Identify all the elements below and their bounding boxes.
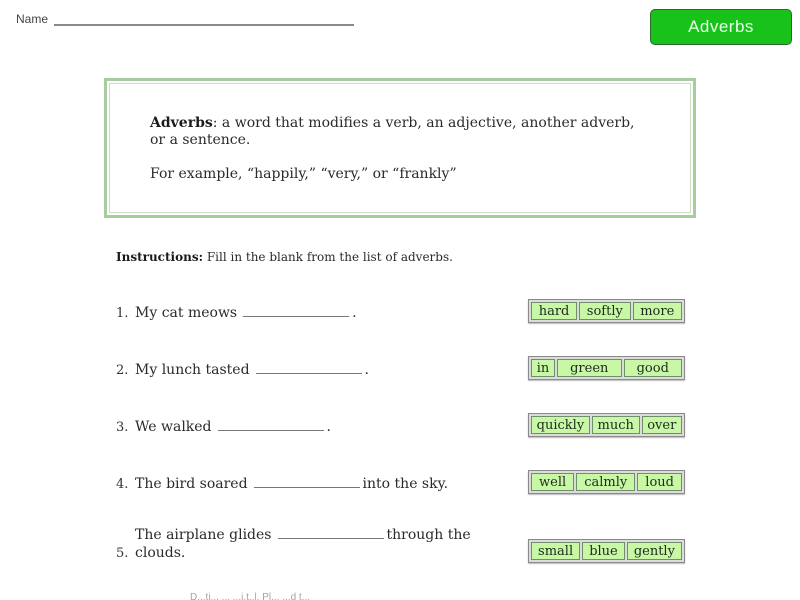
question-text: The bird soared xyxy=(135,476,248,492)
question-number: 3. xyxy=(116,420,129,435)
question-text-after: . xyxy=(352,305,357,321)
question-text-after: through the xyxy=(386,527,471,543)
answer-blank[interactable] xyxy=(243,305,349,317)
answer-blank[interactable] xyxy=(254,476,360,488)
word-option[interactable]: in xyxy=(531,359,555,377)
word-option[interactable]: over xyxy=(642,416,682,434)
definition-example: For example, “happily,” “very,” or “frankly” xyxy=(150,166,457,182)
word-option[interactable]: gently xyxy=(627,542,682,560)
word-option[interactable]: loud xyxy=(637,473,682,491)
question-text: The airplane glides xyxy=(135,527,272,543)
question-number: 5. xyxy=(116,546,129,561)
word-bank-2 xyxy=(528,356,685,380)
question-text-after: . xyxy=(364,362,369,378)
question-number: 4. xyxy=(116,477,129,492)
word-bank-1 xyxy=(528,299,685,323)
word-bank-3 xyxy=(528,413,685,437)
instructions-label: Instructions: xyxy=(116,250,204,264)
question-line-2 xyxy=(116,545,185,561)
question-line-1 xyxy=(135,527,471,543)
question-1 xyxy=(116,305,357,321)
word-option[interactable]: hard xyxy=(531,302,577,320)
word-option[interactable]: well xyxy=(531,473,574,491)
answer-blank[interactable] xyxy=(218,419,324,431)
word-option[interactable]: small xyxy=(531,542,580,560)
question-2 xyxy=(116,362,369,378)
question-text: We walked xyxy=(135,419,212,435)
word-bank-5 xyxy=(528,539,685,563)
question-text: My lunch tasted xyxy=(135,362,250,378)
question-number: 2. xyxy=(116,363,129,378)
word-option[interactable]: green xyxy=(557,359,622,377)
definition-text xyxy=(150,115,650,149)
word-option[interactable]: good xyxy=(624,359,683,377)
name-field[interactable] xyxy=(54,12,354,26)
name-label: Name xyxy=(16,12,49,26)
instructions-text: Fill in the blank from the list of adverbs. xyxy=(203,250,453,264)
word-option[interactable]: softly xyxy=(579,302,630,320)
word-option[interactable]: much xyxy=(592,416,640,434)
word-option[interactable]: blue xyxy=(582,542,625,560)
definition-body: : a word that modifies a verb, an adjective, another adverb, or a sentence. xyxy=(150,115,635,148)
definition-box xyxy=(104,78,696,218)
worksheet-title-badge: Adverbs xyxy=(650,9,792,45)
question-3 xyxy=(116,419,331,435)
name-row xyxy=(16,12,354,26)
question-text: My cat meows xyxy=(135,305,238,321)
answer-blank[interactable] xyxy=(278,527,384,539)
instructions xyxy=(116,250,453,264)
question-4 xyxy=(116,476,448,492)
question-number: 1. xyxy=(116,306,129,321)
word-option[interactable]: more xyxy=(633,302,682,320)
question-text-continued: clouds. xyxy=(135,545,186,561)
question-text-after: . xyxy=(326,419,331,435)
answer-blank[interactable] xyxy=(256,362,362,374)
word-option[interactable]: calmly xyxy=(576,473,635,491)
question-text-after: into the sky. xyxy=(362,476,449,492)
footer-partial-text: D...ti... ... ...i.t..l. Pl... ...d t... xyxy=(190,592,311,600)
definition-term: Adverbs xyxy=(150,115,213,131)
word-option[interactable]: quickly xyxy=(531,416,590,434)
word-bank-4 xyxy=(528,470,685,494)
